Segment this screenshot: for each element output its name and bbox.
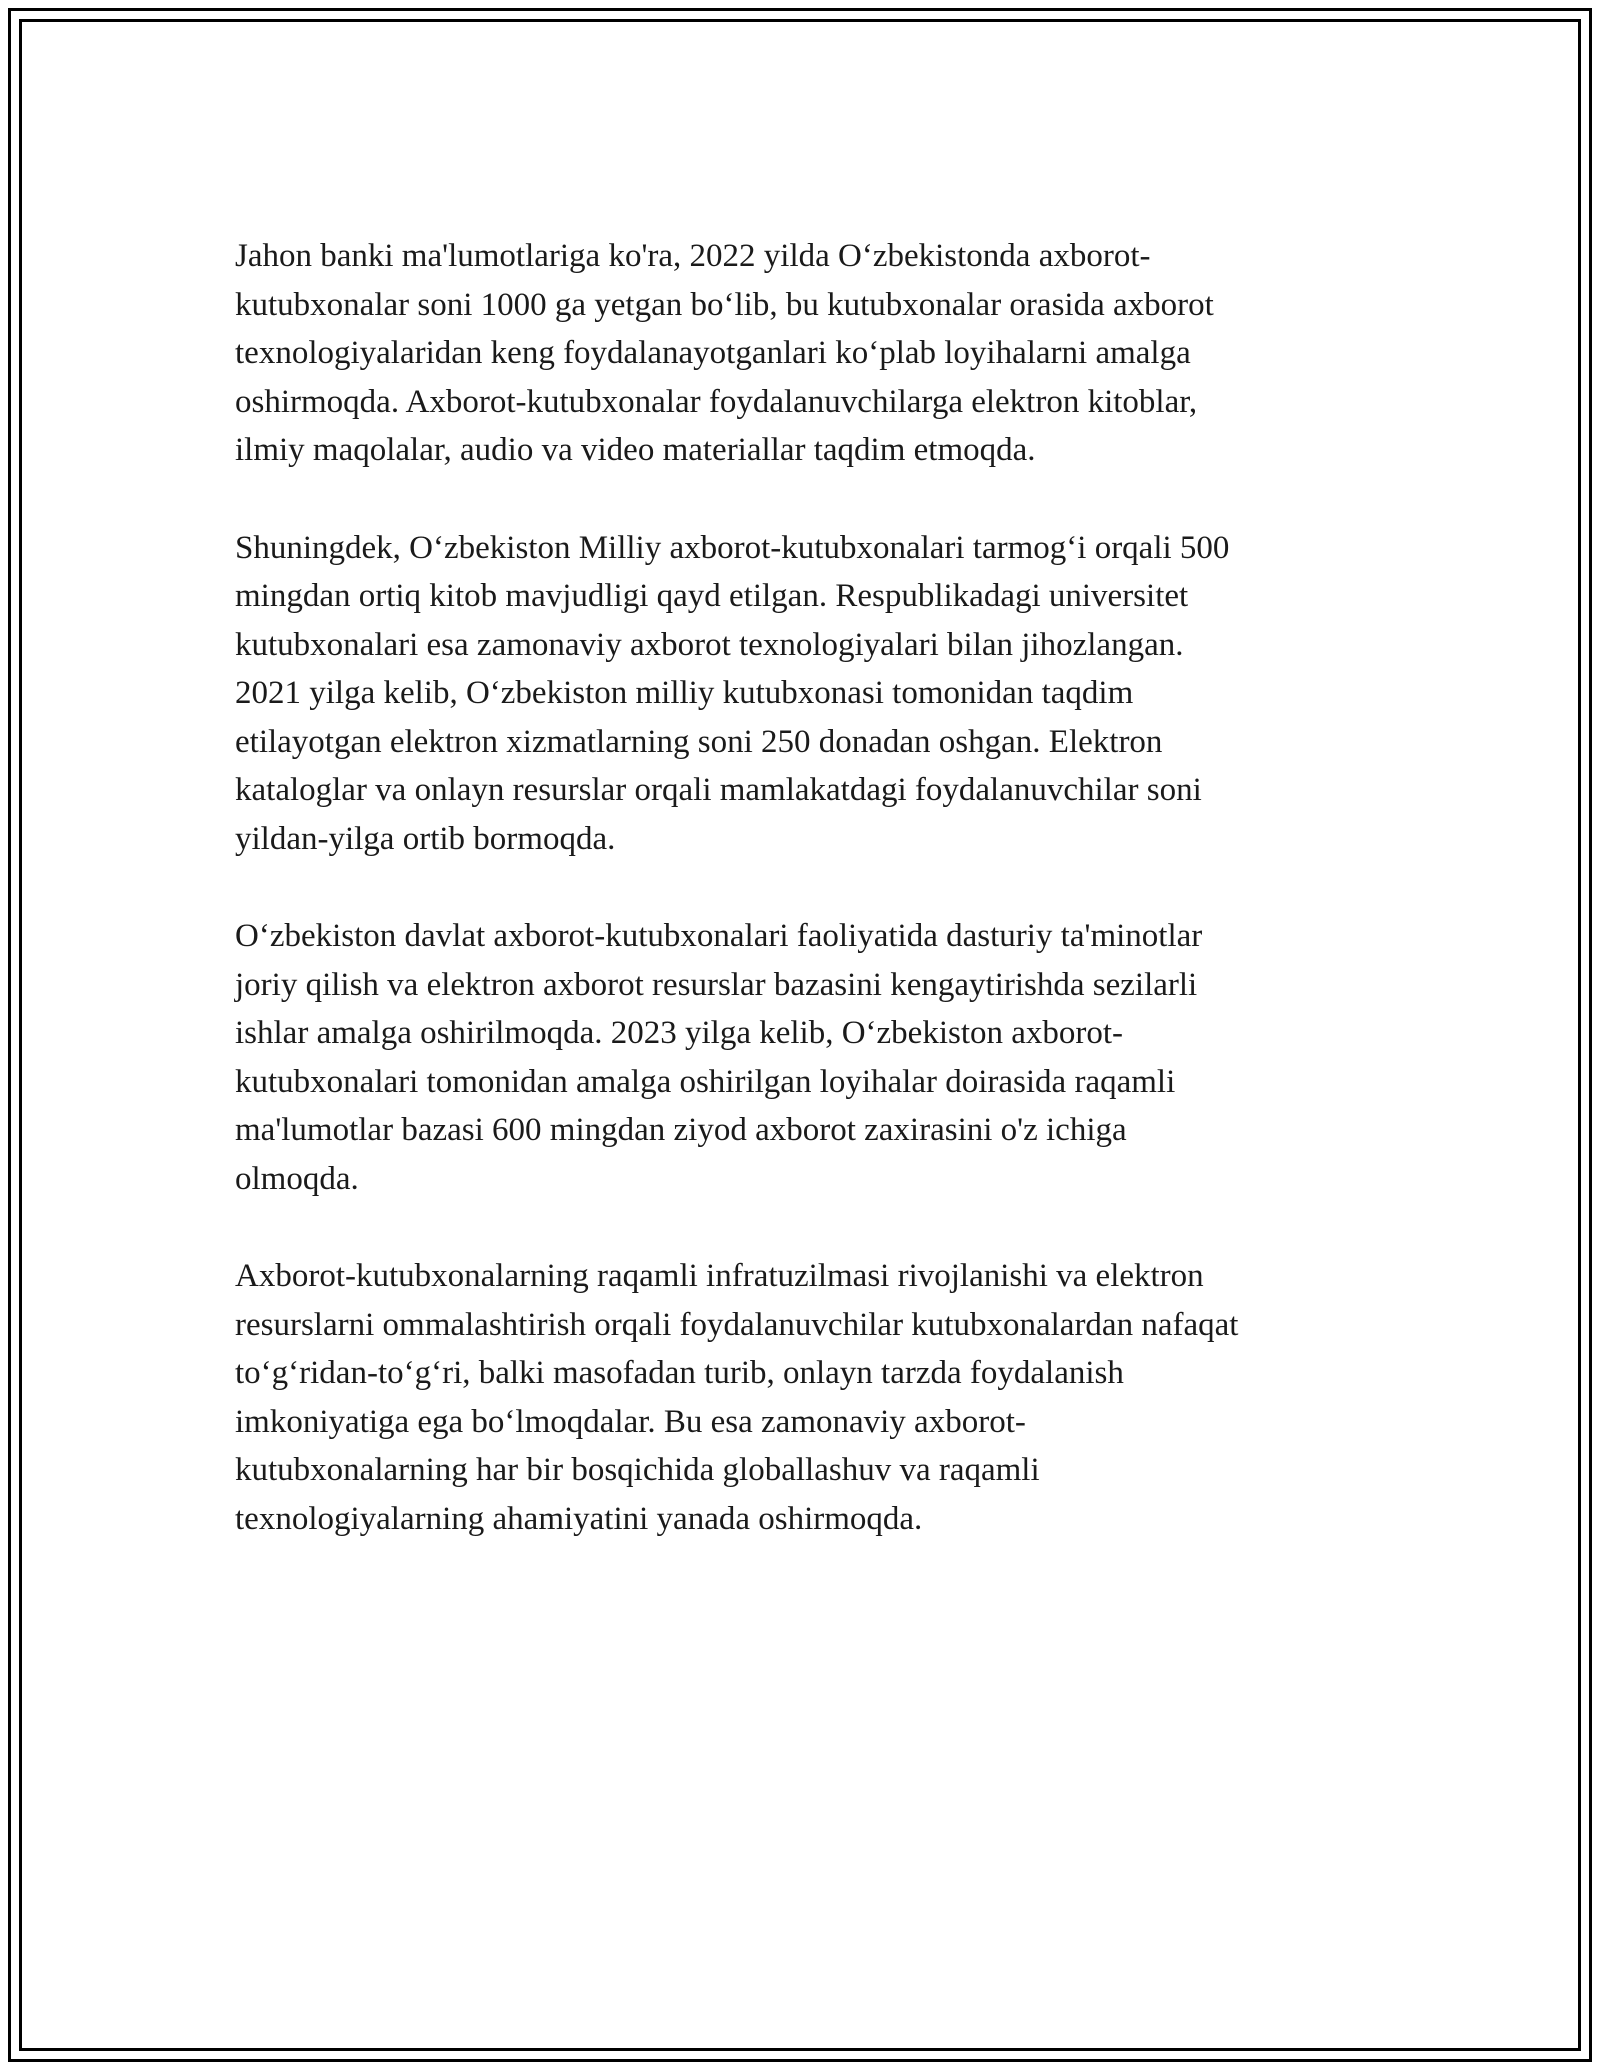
paragraph-3: O‘zbekiston davlat axborot-kutubxonalari faoliyatida dasturiy ta'minotlar joriy qilish va elektron axborot resurslar bazasini kengaytirishda sezilarli ishlar amalga oshirilmoqda. 2023 yilga kelib, O‘zbekiston axborot- kutubxonalari tomonidan amalga oshirilgan loyihalar doirasida raqamli ma'lumotlar bazasi 600 mingdan ziyod axborot zaxirasini o'z ichiga olmoqda. [235,918,1203,1197]
document-body [235,232,1365,1592]
paragraph-2: Shuningdek, O‘zbekiston Milliy axborot-kutubxonalari tarmog‘i orqali 500 mingdan ortiq kitob mavjudligi qayd etilgan. Respublikadagi universitet kutubxonalari esa zamonaviy axborot texnologiyalari bilan jihozlangan. 2021 yilga kelib, O‘zbekiston milliy kutubxonasi tomonidan taqdim etilayotgan elektron xizmatlarning soni 250 donadan oshgan. Elektron kataloglar va onlayn resurslar orqali mamlakatdagi foydalanuvchilar soni yildan-yilga ortib bormoqda. [235,529,1230,857]
paragraph-1: Jahon banki ma'lumotlariga ko'ra, 2022 yilda O‘zbekistonda axborot- kutubxonalar soni 1000 ga yetgan bo‘lib, bu kutubxonalar orasida axborot texnologiyalaridan keng foydalanayotganlari ko‘plab loyihalarni amalga oshirmoqda. Axborot-kutubxonalar foydalanuvchilarga elektron kitoblar, ilmiy maqolalar, audio va video materiallar taqdim etmoqda. [235,238,1214,468]
paragraph-4: Axborot-kutubxonalarning raqamli infratuzilmasi rivojlanishi va elektron resurslarni ommalashtirish orqali foydalanuvchilar kutubxonalardan nafaqat to‘g‘ridan-to‘g‘ri, balki masofadan turib, onlayn tarzda foydalanish imkoniyatiga ega bo‘lmoqdalar. Bu esa zamonaviy axborot- kutubxonalarning har bir bosqichida globallashuv va raqamli texnologiyalarning ahamiyatini yanada oshirmoqda. [235,1258,1239,1537]
